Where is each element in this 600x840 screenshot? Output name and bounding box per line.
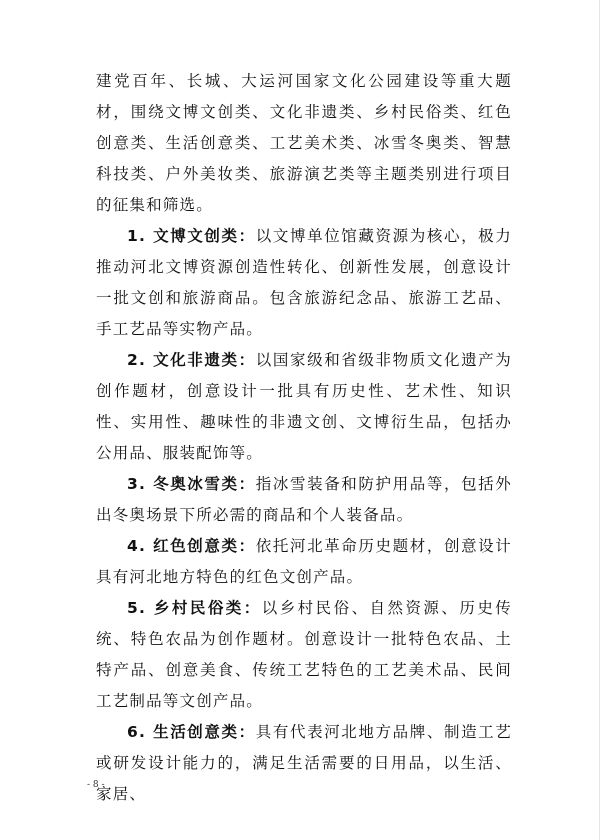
item-text-1: 以文博单位馆藏资源为核心，极力推动河北文博资源创造性转化、创新性发展，创意设计一批文创和旅游商品。包含旅游纪念品、旅游工艺品、手工艺品等实物产品。 (96, 227, 512, 338)
item-paragraph-4 (96, 531, 512, 593)
item-heading-6: 6. 生活创意类： (127, 723, 256, 741)
item-heading-2: 2. 文化非遗类： (127, 351, 256, 369)
item-text-6: 具有代表河北地方品牌、制造工艺或研发设计能力的，满足生活需要的日用品，以生活、家居、 (96, 723, 512, 803)
item-paragraph-1 (96, 221, 512, 345)
item-text-4: 依托河北革命历史题材，创意设计具有河北地方特色的红色文创产品。 (96, 537, 512, 586)
item-heading-3: 3. 冬奥冰雪类： (127, 475, 256, 493)
item-text-3: 指冰雪装备和防护用品等，包括外出冬奥场景下所必需的商品和个人装备品。 (96, 475, 512, 524)
item-paragraph-6 (96, 717, 512, 810)
item-heading-5: 5. 乡村民俗类： (127, 599, 262, 617)
item-text-2: 以国家级和省级非物质文化遗产为创作题材，创意设计一批具有历史性、艺术性、知识性、实用性、趣味性的非遗文创、文博衍生品，包括办公用品、服装配饰等。 (96, 351, 512, 462)
item-paragraph-2 (96, 345, 512, 469)
item-heading-4: 4. 红色创意类： (127, 537, 256, 555)
item-paragraph-5 (96, 593, 512, 717)
document-body (96, 66, 512, 810)
page-number: - 8 - (87, 780, 105, 790)
item-text-5: 以乡村民俗、自然资源、历史传统、特色农品为创作题材。创意设计一批特色农品、土特产品、创意美食、传统工艺特色的工艺美术品、民间工艺制品等文创产品。 (96, 599, 512, 710)
intro-paragraph: 建党百年、长城、大运河国家文化公园建设等重大题材，围绕文博文创类、文化非遗类、乡村民俗类、红色创意类、生活创意类、工艺美术类、冰雪冬奥类、智慧科技类、户外美妆类、旅游演艺类等主题类别进行项目的征集和筛选。 (96, 72, 512, 214)
item-paragraph-3 (96, 469, 512, 531)
item-heading-1: 1. 文博文创类： (127, 227, 256, 245)
